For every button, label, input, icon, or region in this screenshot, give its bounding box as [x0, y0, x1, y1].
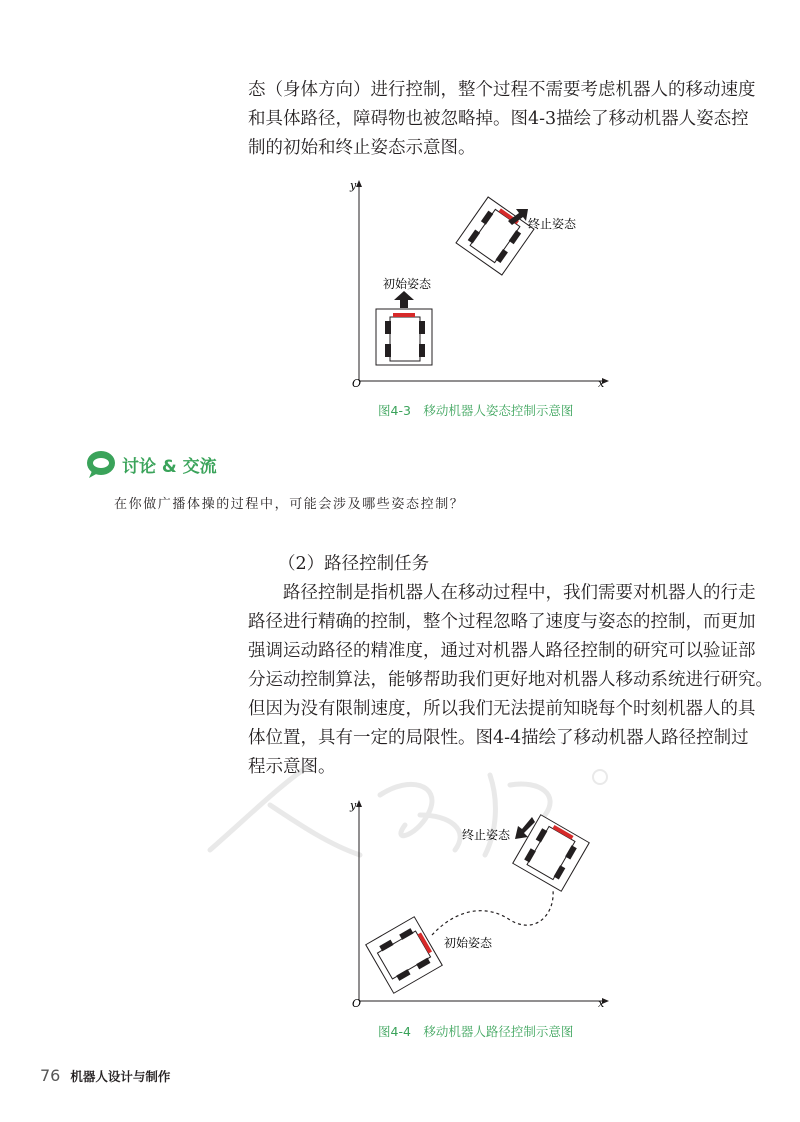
start-robot: [376, 291, 432, 365]
intro-line: 态（身体方向）进行控制，整个过程不需要考虑机器人的移动速度: [248, 80, 756, 100]
intro-paragraph: [248, 76, 756, 163]
intro-line: 制的初始和终止姿态示意图。: [248, 138, 476, 158]
discussion-title: 讨论 & 交流: [122, 456, 217, 477]
section-line: 强调运动路径的精准度，通过对机器人路径控制的研究可以验证部: [248, 641, 756, 661]
start-pose-label: 初始姿态: [444, 936, 493, 950]
discussion-header: [86, 449, 217, 479]
x-axis-label: x: [598, 377, 605, 390]
x-axis-label: x: [598, 997, 605, 1010]
section-line: 程示意图。: [248, 757, 336, 777]
end-pose-label: 终止姿态: [528, 217, 577, 231]
direction-arrow-icon: [394, 291, 414, 308]
page-footer: [40, 1066, 170, 1085]
section-line: 路径进行精确的控制，整个过程忽略了速度与姿态的控制，而更加: [248, 612, 756, 632]
figure-4-3-diagram: [340, 175, 620, 395]
page-number: 76: [40, 1066, 61, 1085]
figure-4-4-caption: 图4-4 移动机器人路径控制示意图: [378, 1024, 574, 1039]
robot-path: [432, 890, 553, 935]
section-line: 路径控制是指机器人在移动过程中，我们需要对机器人的行走: [248, 583, 756, 603]
y-axis-label: y: [350, 799, 357, 812]
figure-4-4-diagram: [340, 795, 620, 1015]
start-robot: [366, 917, 442, 993]
origin-label: O: [352, 997, 362, 1010]
figure-4-3-caption: 图4-3 移动机器人姿态控制示意图: [378, 403, 574, 418]
intro-line: 和具体路径，障碍物也被忽略掉。图4-3描绘了移动机器人姿态控: [248, 109, 749, 129]
start-pose-label: 初始姿态: [383, 277, 432, 291]
section-line: 分运动控制算法，能够帮助我们更好地对机器人移动系统进行研究。: [248, 670, 773, 690]
section-heading: （2）路径控制任务: [278, 554, 430, 574]
section-line: 体位置，具有一定的局限性。图4-4描绘了移动机器人路径控制过: [248, 728, 749, 748]
end-robot: [456, 197, 534, 275]
end-robot: [513, 815, 589, 891]
book-title: 机器人设计与制作: [70, 1069, 171, 1084]
speech-bubble-icon: [86, 449, 116, 479]
origin-label: O: [352, 377, 362, 390]
end-pose-label: 终止姿态: [462, 828, 511, 842]
section-line: 但因为没有限制速度，所以我们无法提前知晓每个时刻机器人的具: [248, 699, 756, 719]
y-axis-label: y: [350, 179, 357, 192]
section-paragraph: [248, 579, 773, 782]
discussion-question: 在你做广播体操的过程中，可能会涉及哪些姿态控制？: [114, 497, 465, 512]
